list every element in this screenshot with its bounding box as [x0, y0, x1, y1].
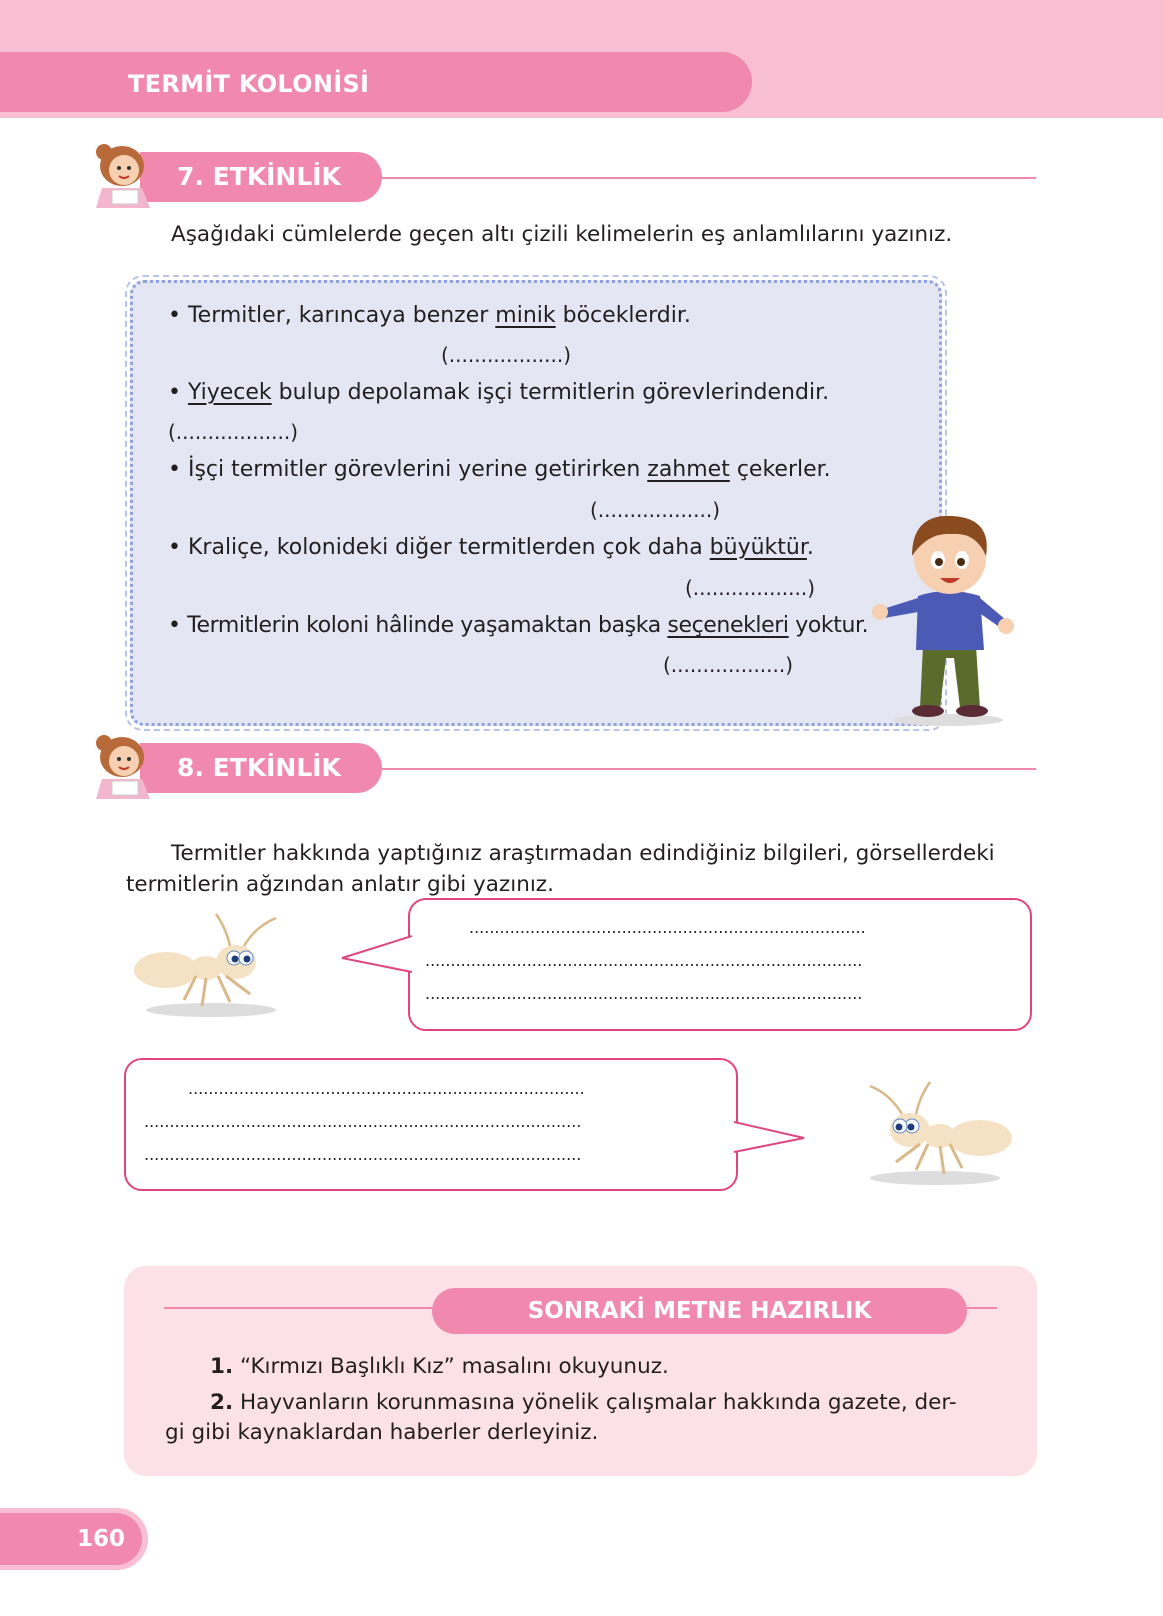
sentence-text: yoktur.: [788, 613, 869, 638]
boy-character-icon: [868, 508, 1028, 728]
writing-line[interactable]: ......................................................................................: [144, 1145, 582, 1164]
bullet: •: [168, 380, 181, 405]
activity-8-instruction-line2: termitlerin ağzından anlatır gibi yazınız.: [126, 872, 554, 897]
activity-7-title: 7. ETKİNLİK: [177, 162, 341, 191]
item-number: 1.: [210, 1354, 234, 1379]
answer-blank-5[interactable]: (..................): [663, 653, 794, 677]
sentence-3: [168, 457, 831, 482]
sentence-1: [168, 303, 691, 328]
activity-8-line: [382, 768, 1036, 770]
speech-bubble-1-tail: [340, 932, 412, 978]
preparation-tab: [432, 1288, 967, 1334]
reading-girl-icon: [82, 138, 162, 214]
sentence-text: İşçi termitler görevlerini yerine getirirken: [187, 457, 648, 482]
item-number: 2.: [210, 1390, 234, 1415]
answer-blank-4[interactable]: (..................): [685, 576, 816, 600]
preparation-item-1: [210, 1350, 669, 1384]
sentence-text: Termitler, karıncaya benzer: [187, 303, 496, 328]
bullet: •: [168, 457, 181, 482]
sentence-text: böceklerdir.: [555, 303, 691, 328]
preparation-line-left: [164, 1307, 434, 1309]
bullet: •: [168, 613, 181, 638]
underlined-word: minik: [495, 303, 556, 328]
underlined-word: zahmet: [647, 457, 730, 482]
sentence-5: [168, 613, 868, 638]
writing-line[interactable]: ......................................................................................: [144, 1112, 582, 1131]
preparation-item-2: [210, 1386, 957, 1420]
activity-7-instruction: Aşağıdaki cümlelerde geçen altı çizili kelimelerin eş anlamlılarını yazınız.: [171, 222, 953, 247]
item-text: “Kırmızı Başlıklı Kız” masalını okuyunuz.: [239, 1354, 669, 1379]
answer-blank-1[interactable]: (..................): [441, 343, 572, 367]
sentence-text: Termitlerin koloni hâlinde yaşamaktan başka: [187, 613, 668, 638]
header-tab: [0, 52, 752, 112]
writing-line[interactable]: ......................................................................................: [425, 951, 863, 970]
writing-line[interactable]: ..............................................................................: [469, 918, 866, 937]
activity-7-header: [0, 152, 1163, 212]
bullet: •: [168, 535, 181, 560]
sentence-text: çekerler.: [729, 457, 831, 482]
sentence-text: bulup depolamak işçi termitlerin görevlerindendir.: [271, 380, 830, 405]
bullet: •: [168, 303, 181, 328]
answer-blank-3[interactable]: (..................): [590, 498, 721, 522]
preparation-box: [124, 1266, 1037, 1476]
underlined-word: seçenekleri: [667, 613, 789, 638]
underlined-word: büyüktür: [709, 535, 807, 560]
activity-8-header: [0, 743, 1163, 803]
answer-blank-2[interactable]: (..................): [168, 420, 299, 444]
writing-line[interactable]: ..............................................................................: [188, 1079, 585, 1098]
reading-girl-icon: [82, 729, 162, 805]
sentence-text: .: [806, 535, 814, 560]
termite-icon: [126, 910, 296, 1020]
preparation-title: SONRAKİ METNE HAZIRLIK: [527, 1298, 872, 1324]
preparation-item-2-cont: gi gibi kaynaklardan haberler derleyiniz.: [165, 1420, 599, 1445]
page-title: TERMİT KOLONİSİ: [128, 70, 370, 98]
speech-bubble-2-tail: [734, 1118, 806, 1158]
page-number: 160: [77, 1526, 126, 1552]
activity-8-title: 8. ETKİNLİK: [177, 753, 341, 782]
sentence-4: [168, 535, 814, 560]
sentence-2: [168, 380, 829, 405]
activity-8-instruction-line1: Termitler hakkında yaptığınız araştırmadan edindiğiniz bilgileri, görsellerdeki: [171, 841, 995, 866]
activity-7-line: [382, 177, 1036, 179]
preparation-line-right: [964, 1307, 997, 1309]
underlined-word: Yiyecek: [187, 380, 272, 405]
writing-line[interactable]: ......................................................................................: [425, 984, 863, 1003]
sentence-text: Kraliçe, kolonideki diğer termitlerden çok daha: [187, 535, 710, 560]
termite-icon: [850, 1078, 1020, 1188]
item-text: Hayvanların korunmasına yönelik çalışmalar hakkında gazete, der-: [239, 1390, 957, 1415]
